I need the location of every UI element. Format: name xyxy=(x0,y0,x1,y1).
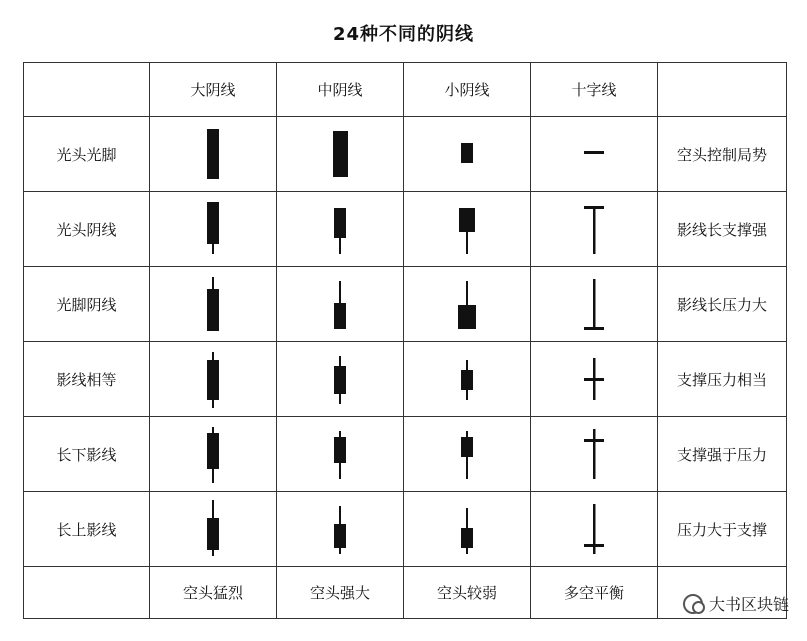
candle-cell xyxy=(531,267,658,342)
doji-dash-icon xyxy=(574,119,614,189)
candle-cell xyxy=(404,342,531,417)
gravestone-doji-icon xyxy=(574,269,614,339)
candle-cell xyxy=(277,492,404,567)
small-bearish-candle-icon xyxy=(447,119,487,189)
t-doji-icon xyxy=(574,194,614,264)
small-bearish-candle-icon xyxy=(447,344,487,414)
candle-cell xyxy=(531,117,658,192)
footer-cell: 空头猛烈 xyxy=(150,567,277,619)
medium-bearish-candle-icon xyxy=(320,119,360,189)
candle-cell xyxy=(531,492,658,567)
footer-row xyxy=(24,567,787,619)
table-row xyxy=(24,267,787,342)
candle-cell xyxy=(150,117,277,192)
watermark-text: 大书区块链 xyxy=(708,595,789,614)
corner-cell xyxy=(24,63,150,117)
medium-bearish-candle-icon xyxy=(320,269,360,339)
row-label: 光脚阴线 xyxy=(24,267,150,342)
table-row xyxy=(24,342,787,417)
candle-cell xyxy=(531,192,658,267)
candle-cell xyxy=(531,417,658,492)
candle-cell xyxy=(150,267,277,342)
row-label: 光头光脚 xyxy=(24,117,150,192)
candle-cell xyxy=(150,417,277,492)
row-label: 长上影线 xyxy=(24,492,150,567)
inverted-cross-icon xyxy=(574,494,614,564)
column-header: 小阴线 xyxy=(404,63,531,117)
table-row xyxy=(24,192,787,267)
row-label: 长下影线 xyxy=(24,417,150,492)
corner-cell xyxy=(658,63,787,117)
footer-cell: 空头强大 xyxy=(277,567,404,619)
candle-cell xyxy=(150,192,277,267)
medium-bearish-candle-icon xyxy=(320,344,360,414)
small-bearish-candle-icon xyxy=(447,419,487,489)
table-row xyxy=(24,117,787,192)
dragonfly-cross-icon xyxy=(574,419,614,489)
big-bearish-candle-icon xyxy=(193,344,233,414)
small-bearish-candle-icon xyxy=(447,269,487,339)
candlestick-table xyxy=(23,62,787,619)
candle-cell xyxy=(277,192,404,267)
candle-cell xyxy=(404,417,531,492)
row-label: 光头阴线 xyxy=(24,192,150,267)
big-bearish-candle-icon xyxy=(193,494,233,564)
row-note: 支撑压力相当 xyxy=(658,342,787,417)
wechat-icon xyxy=(683,594,703,614)
footer-cell: 多空平衡 xyxy=(531,567,658,619)
table-row xyxy=(24,492,787,567)
row-note: 压力大于支撑 xyxy=(658,492,787,567)
cross-doji-icon xyxy=(574,344,614,414)
medium-bearish-candle-icon xyxy=(320,494,360,564)
row-note: 影线长支撑强 xyxy=(658,192,787,267)
corner-cell xyxy=(24,567,150,619)
row-label: 影线相等 xyxy=(24,342,150,417)
candle-cell xyxy=(277,342,404,417)
candle-cell xyxy=(404,117,531,192)
header-row xyxy=(24,63,787,117)
candle-cell xyxy=(404,192,531,267)
column-header: 中阴线 xyxy=(277,63,404,117)
row-note: 空头控制局势 xyxy=(658,117,787,192)
row-note: 影线长压力大 xyxy=(658,267,787,342)
big-bearish-candle-icon xyxy=(193,194,233,264)
candle-cell xyxy=(404,267,531,342)
candle-cell xyxy=(277,417,404,492)
candle-cell xyxy=(277,267,404,342)
big-bearish-candle-icon xyxy=(193,119,233,189)
candle-cell xyxy=(150,342,277,417)
candle-cell xyxy=(150,492,277,567)
big-bearish-candle-icon xyxy=(193,269,233,339)
footer-cell: 空头较弱 xyxy=(404,567,531,619)
candle-cell xyxy=(277,117,404,192)
small-bearish-candle-icon xyxy=(447,494,487,564)
column-header: 大阴线 xyxy=(150,63,277,117)
row-note: 支撑强于压力 xyxy=(658,417,787,492)
candle-cell xyxy=(404,492,531,567)
page-title: 24种不同的阴线 xyxy=(332,24,475,45)
big-bearish-candle-icon xyxy=(193,419,233,489)
medium-bearish-candle-icon xyxy=(320,194,360,264)
watermark xyxy=(683,592,789,615)
candle-cell xyxy=(531,342,658,417)
small-bearish-candle-icon xyxy=(447,194,487,264)
column-header: 十字线 xyxy=(531,63,658,117)
table-row xyxy=(24,417,787,492)
medium-bearish-candle-icon xyxy=(320,419,360,489)
